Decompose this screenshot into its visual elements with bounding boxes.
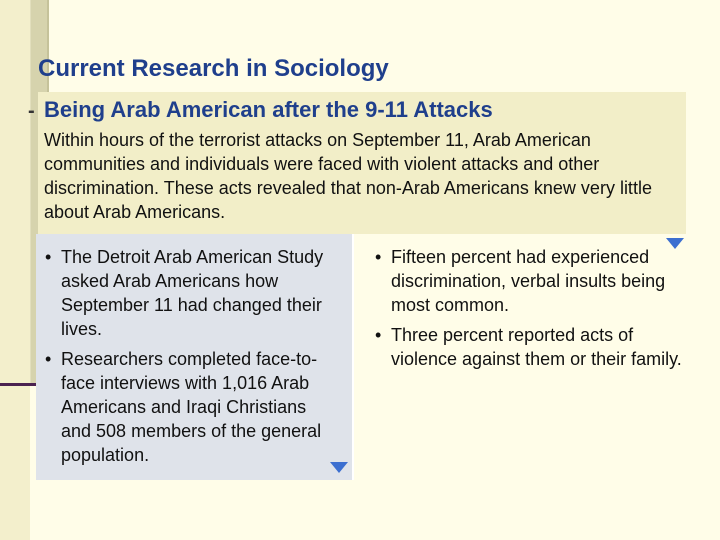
list-item [366, 245, 686, 317]
subtitle-dash: - [28, 100, 35, 122]
slide-subtitle: Being Arab American after the 9-11 Attacks [44, 97, 493, 122]
intro-paragraph: Within hours of the terrorist attacks on September 11, Arab American communities and individuals were faced with violent attacks and other discrimination. These acts revealed that non-Arab Americans knew very little about Arab Americans. [44, 130, 652, 222]
right-bullet-list [366, 245, 686, 371]
bullet-text: Fifteen percent had experienced discrimination, verbal insults being most common. [391, 247, 666, 315]
bullet-dot: • [45, 247, 52, 267]
list-item [366, 323, 686, 371]
triangle-down-icon[interactable] [666, 238, 684, 249]
list-item [36, 347, 336, 467]
left-bullet-list [36, 245, 336, 467]
left-decorative-band [0, 0, 30, 540]
bullet-dot: • [375, 247, 382, 267]
left-accent-line [0, 383, 40, 386]
bullet-text: The Detroit Arab American Study asked Arab Americans how September 11 had changed their lives. [61, 247, 324, 339]
bullet-dot: • [45, 349, 52, 369]
list-item [36, 245, 336, 341]
triangle-down-icon[interactable] [330, 462, 348, 473]
bullet-dot: • [375, 325, 382, 345]
bullet-text: Researchers completed face-to-face interviews with 1,016 Arab Americans and Iraqi Christians and 508 members of the general population. [61, 349, 322, 465]
slide-title: Current Research in Sociology [38, 55, 389, 82]
bullet-text: Three percent reported acts of violence against them or their family. [391, 325, 682, 369]
